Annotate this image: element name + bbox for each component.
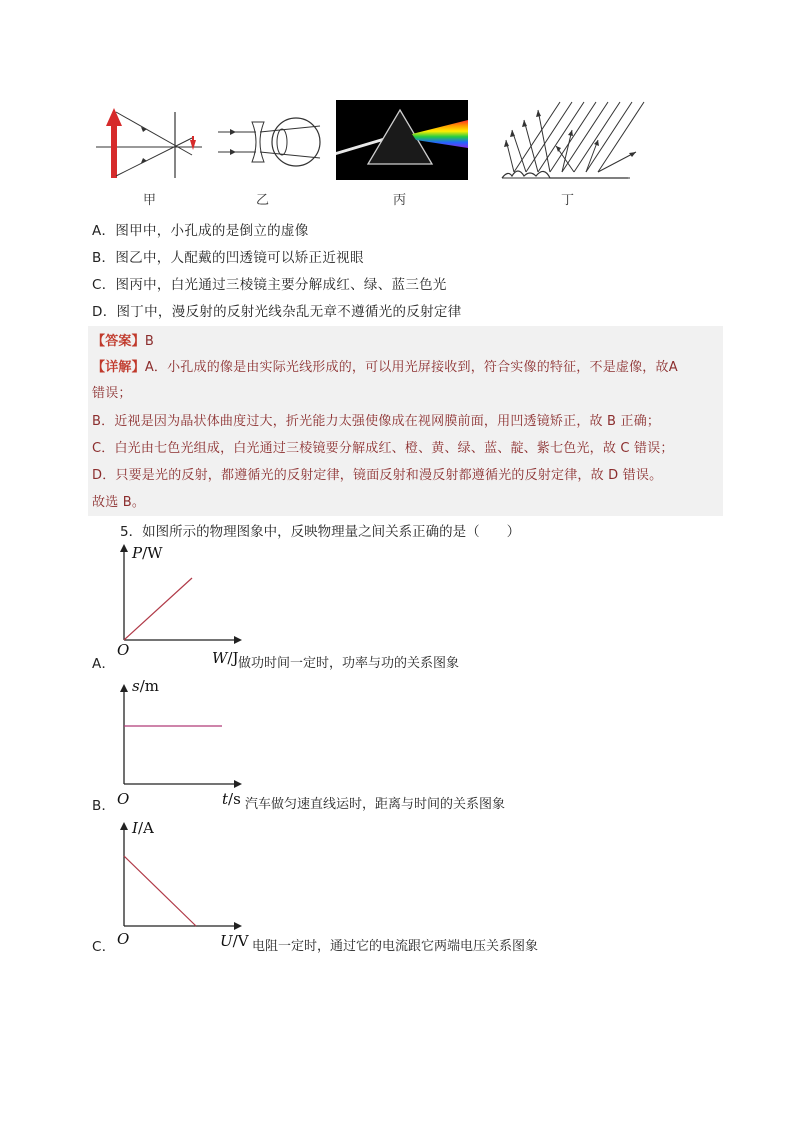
- graph-a-line: [124, 578, 192, 640]
- option-a: A．图甲中，小孔成的是倒立的虚像: [92, 223, 309, 239]
- graph-b-letter: B．: [92, 798, 116, 814]
- option-d: D．图丁中，漫反射的反射光线杂乱无章不遵循光的反射定律: [92, 304, 462, 320]
- graph-c: [114, 822, 244, 930]
- graph-a-ylabel: P/W: [132, 544, 163, 562]
- graph-c-ylabel: I/A: [132, 819, 154, 837]
- question-5-text: 5．如图所示的物理图象中，反映物理量之间关系正确的是（ ）: [120, 524, 521, 540]
- figure-label-bing: 丙: [393, 193, 407, 208]
- detail-line-5: D．只要是光的反射，都遵循光的反射定律，镜面反射和漫反射都遵循光的反射定律，故 D 错误。: [92, 468, 663, 483]
- graph-c-origin: O: [117, 930, 130, 948]
- detail-line-6: 故选 B。: [92, 495, 146, 510]
- figure-ding-diffuse-reflection: [498, 100, 648, 184]
- graph-b-ylabel: s/m: [132, 677, 159, 695]
- graph-c-letter: C．: [92, 939, 116, 955]
- answer-tag: 【答案】: [92, 334, 145, 349]
- graph-b: [114, 684, 244, 788]
- graph-b-caption: 汽车做匀速直线运时，距离与时间的关系图象: [245, 797, 506, 812]
- figure-label-jia: 甲: [143, 193, 157, 208]
- graph-c-line: [124, 856, 196, 926]
- graph-b-xlabel: t/s: [222, 790, 241, 808]
- figure-bing-prism: [336, 100, 468, 180]
- graph-a-origin: O: [117, 641, 130, 659]
- detail-line-2: 错误；: [92, 386, 132, 401]
- figure-label-ding: 丁: [561, 193, 575, 208]
- option-c: C．图丙中，白光通过三棱镜主要分解成红、绿、蓝三色光: [92, 277, 447, 293]
- graph-a-xlabel: W/J: [212, 649, 239, 667]
- detail-tag: 【详解】: [92, 360, 145, 375]
- detail-line-1: [92, 356, 678, 375]
- figure-yi-eye-lens: [214, 112, 326, 174]
- detail-text-1: A．小孔成的像是由实际光线形成的，可以用光屏接收到，符合实像的特征，不是虚像，故A: [144, 360, 678, 375]
- option-b: B．图乙中，人配戴的凹透镜可以矫正近视眼: [92, 250, 364, 266]
- graph-c-xlabel: U/V: [220, 932, 249, 950]
- detail-line-4: C．白光由七色光组成，白光通过三棱镜要分解成红、橙、黄、绿、蓝、靛、紫七色光，故 C 错误；: [92, 441, 674, 456]
- graph-a-caption: 做功时间一定时，功率与功的关系图象: [238, 656, 460, 671]
- graph-b-origin: O: [117, 790, 130, 808]
- detail-line-3: B．近视是因为晶状体曲度过大，折光能力太强使像成在视网膜前面，用凹透镜矫正，故 B 正确；: [92, 414, 661, 429]
- graph-c-caption: 电阻一定时，通过它的电流跟它两端电压关系图象: [252, 939, 539, 954]
- graph-a-letter: A．: [92, 656, 116, 672]
- answer-value: B: [144, 334, 154, 349]
- answer-line: [92, 330, 154, 349]
- figure-jia-pinhole: [92, 100, 204, 182]
- figure-label-yi: 乙: [256, 193, 270, 208]
